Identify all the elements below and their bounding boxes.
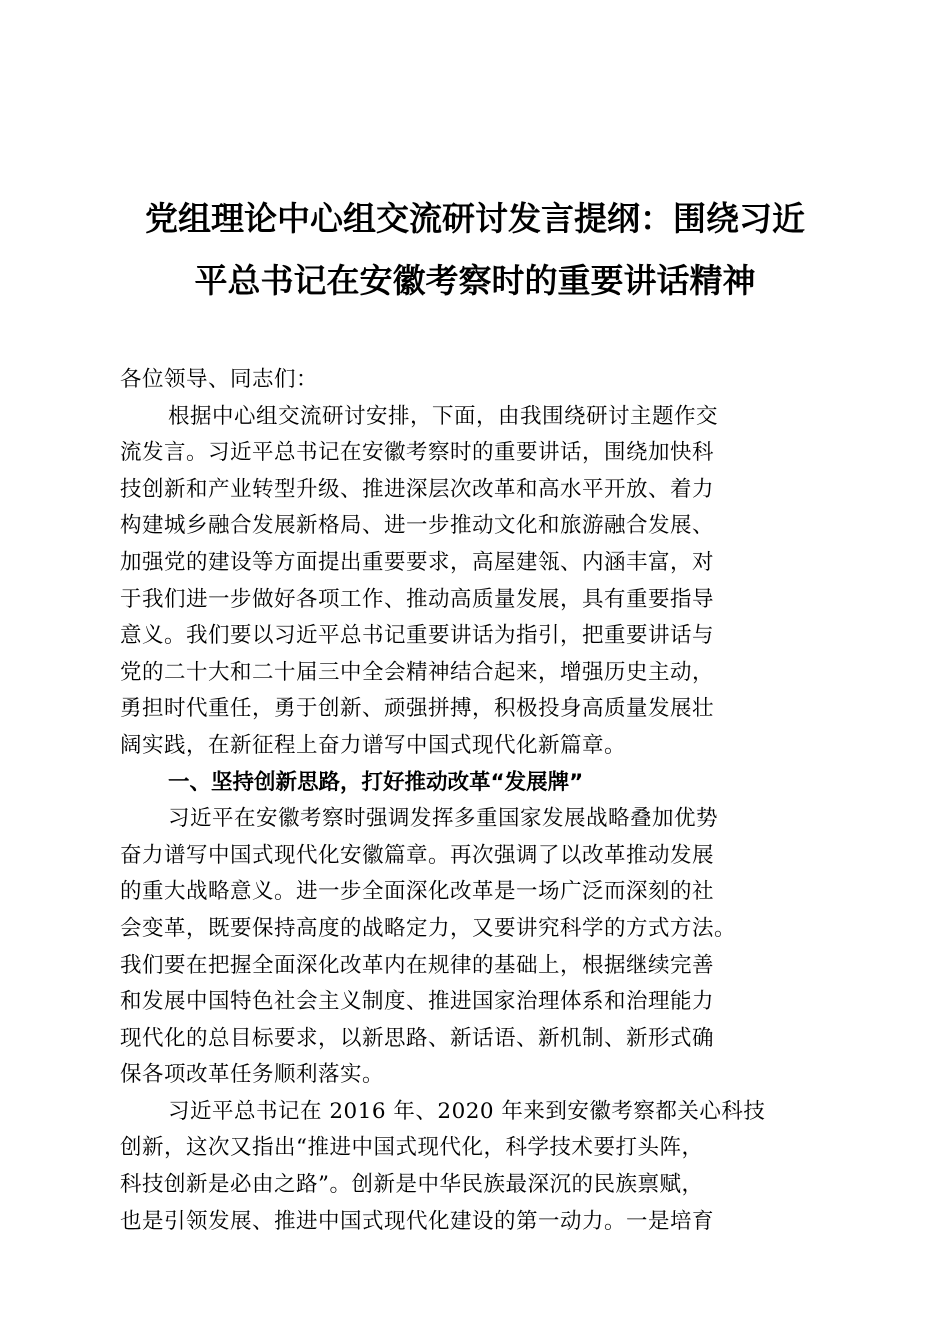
paragraph-line: 也是引领发展、推进中国式现代化建设的第一动力。一是培育 (120, 1208, 715, 1234)
paragraph-line: 构建城乡融合发展新格局、进一步推动文化和旅游融合发展、 (120, 513, 715, 539)
paragraph-line: 加强党的建设等方面提出重要要求，高屋建瓴、内涵丰富，对 (120, 549, 715, 575)
paragraph-line: 保各项改革任务顺利落实。 (120, 1062, 385, 1088)
paragraph-line: 我们要在把握全面深化改革内在规律的基础上，根据继续完善 (120, 952, 715, 978)
paragraph-line: 创新，这次又指出“推进中国式现代化，科学技术要打头阵， (120, 1135, 704, 1161)
paragraph-2 (120, 801, 840, 1094)
paragraph-line: 奋力谱写中国式现代化安徽篇章。再次强调了以改革推动发展 (120, 842, 715, 868)
paragraph-line: 流发言。习近平总书记在安徽考察时的重要讲话，围绕加快科 (120, 440, 715, 466)
paragraph-line: 会变革，既要保持高度的战略定力，又要讲究科学的方式方法。 (120, 915, 737, 941)
salutation: 各位领导、同志们： (120, 367, 319, 392)
document-body (120, 362, 840, 1240)
document-title (110, 188, 840, 312)
paragraph-line: 阔实践，在新征程上奋力谱写中国式现代化新篇章。 (120, 732, 627, 758)
paragraph-line: 的重大战略意义。进一步全面深化改革是一场广泛而深刻的社 (120, 879, 715, 905)
section-1-heading: 一、坚持创新思路，打好推动改革“发展牌” (168, 769, 584, 795)
title-line-2: 平总书记在安徽考察时的重要讲话精神 (194, 261, 756, 300)
paragraph-line: 和发展中国特色社会主义制度、推进国家治理体系和治理能力 (120, 989, 715, 1015)
title-line-1: 党组理论中心组交流研讨发言提纲：围绕习近 (145, 199, 805, 238)
paragraph-line: 意义。我们要以习近平总书记重要讲话为指引，把重要讲话与 (120, 623, 715, 649)
paragraph-line: 勇担时代重任，勇于创新、顽强拼搏，积极投身高质量发展壮 (120, 696, 715, 722)
paragraph-line: 科技创新是必由之路”。创新是中华民族最深沉的民族禀赋， (120, 1172, 704, 1198)
paragraph-line: 技创新和产业转型升级、推进深层次改革和高水平开放、着力 (120, 476, 715, 502)
paragraph-line: 党的二十大和二十届三中全会精神结合起来，增强历史主动， (120, 659, 715, 685)
paragraph-1 (120, 399, 840, 765)
paragraph-line: 现代化的总目标要求，以新思路、新话语、新机制、新形式确 (120, 1025, 715, 1051)
paragraph-line: 于我们进一步做好各项工作、推动高质量发展，具有重要指导 (120, 586, 715, 612)
paragraph-line: 习近平总书记在 2016 年、2020 年来到安徽考察都关心科技 (168, 1098, 766, 1124)
paragraph-line: 习近平在安徽考察时强调发挥多重国家发展战略叠加优势 (168, 806, 719, 832)
paragraph-line: 根据中心组交流研讨安排，下面，由我围绕研讨主题作交 (168, 403, 719, 429)
paragraph-3 (120, 1094, 840, 1240)
